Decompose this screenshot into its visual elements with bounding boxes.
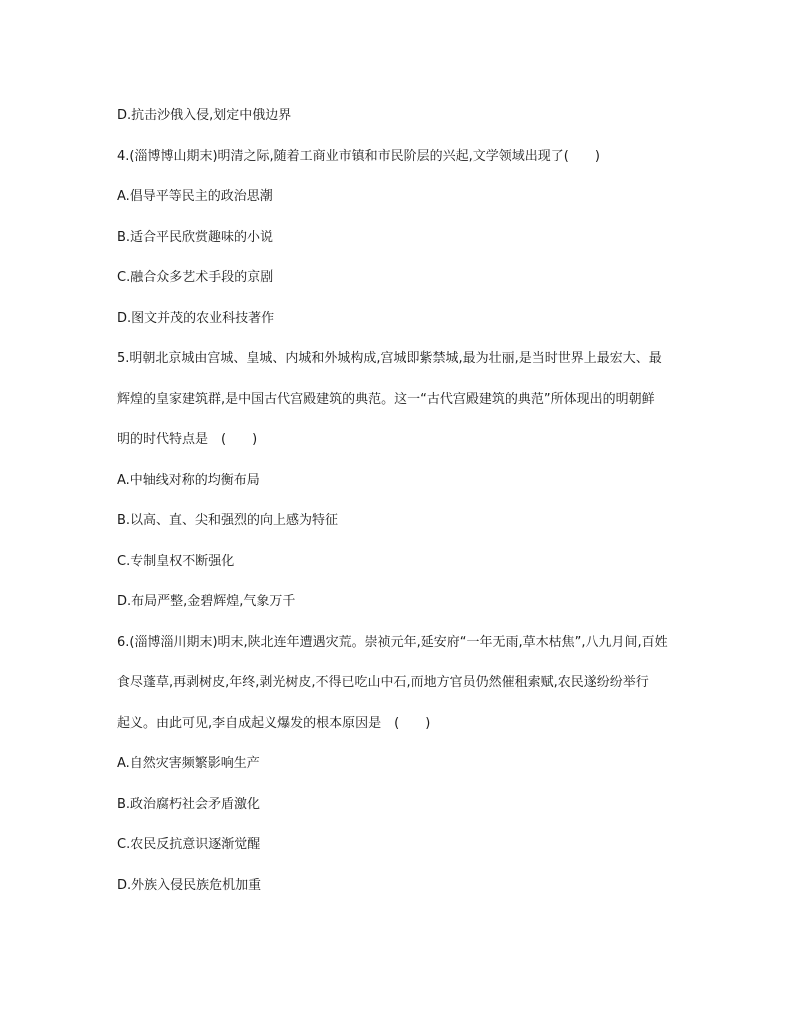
q5-option-d: D.布局严整,金碧辉煌,气象万千 — [117, 594, 296, 609]
q6-option-c: C.农民反抗意识逐渐觉醒 — [117, 837, 261, 852]
q5-option-c: C.专制皇权不断强化 — [117, 554, 235, 569]
q5-option-a: A.中轴线对称的均衡布局 — [117, 473, 260, 488]
q5-stem-line1: 5.明朝北京城由宫城、皇城、内城和外城构成,宫城即紫禁城,最为壮丽,是当时世界上最宏大、最 — [117, 351, 662, 366]
q4-stem: 4.(淄博博山期末)明清之际,随着工商业市镇和市民阶层的兴起,文学领域出现了( ) — [117, 149, 600, 164]
q6-option-a: A.自然灾害频繁影响生产 — [117, 756, 260, 771]
q5-option-b: B.以高、直、尖和强烈的向上感为特征 — [117, 513, 339, 528]
q6-stem-line3: 起义。由此可见,李自成起义爆发的根本原因是 ( ) — [117, 716, 431, 731]
q6-option-b: B.政治腐朽社会矛盾激化 — [117, 797, 261, 812]
q4-option-d: D.图文并茂的农业科技著作 — [117, 311, 275, 326]
q5-stem-line3: 明的时代特点是 ( ) — [117, 432, 258, 447]
q6-stem-line2: 食尽蓬草,再剥树皮,年终,剥光树皮,不得已吃山中石,而地方官员仍然催租索赋,农民遂纷纷举行 — [117, 675, 649, 690]
q6-stem-line1: 6.(淄博淄川期末)明末,陕北连年遭遇灾荒。崇祯元年,延安府“一年无雨,草木枯焦”,八九月间,百姓 — [117, 635, 668, 650]
q6-option-d: D.外族入侵民族危机加重 — [117, 878, 262, 893]
q5-stem-line2: 辉煌的皇家建筑群,是中国古代宫殿建筑的典范。这一“古代宫殿建筑的典范”所体现出的明朝鲜 — [117, 392, 655, 407]
q4-option-b: B.适合平民欣赏趣味的小说 — [117, 230, 274, 245]
q3-option-d: D.抗击沙俄入侵,划定中俄边界 — [117, 108, 292, 123]
q4-option-c: C.融合众多艺术手段的京剧 — [117, 270, 274, 285]
q4-option-a: A.倡导平等民主的政治思潮 — [117, 189, 273, 204]
